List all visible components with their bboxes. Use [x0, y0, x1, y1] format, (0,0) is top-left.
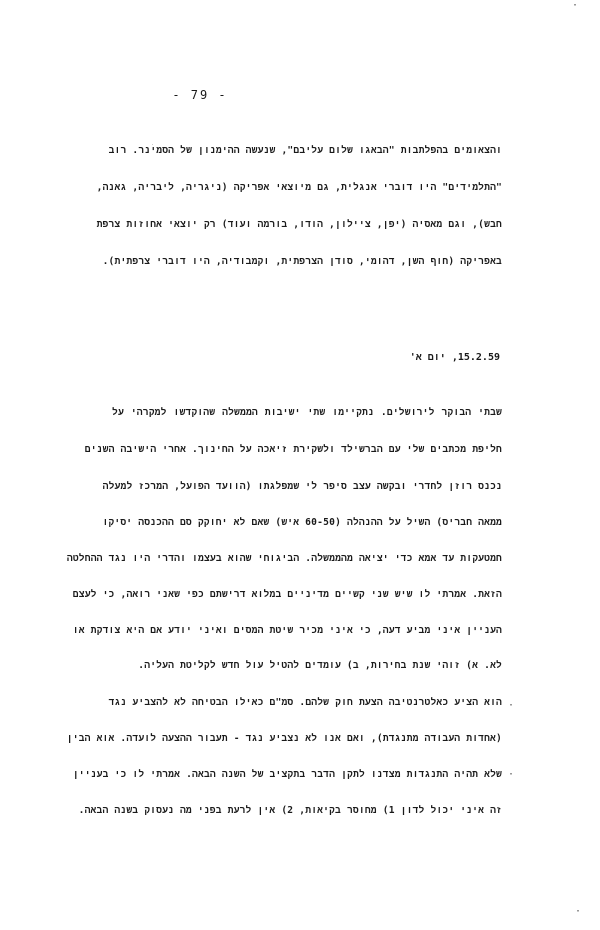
text-line: חבש), וגם מאסיה (יפן, ציילון, הודו, בורמה ועוד) רק יוצאי אחוזות צרפת	[96, 219, 502, 230]
text-line: שבתי הבוקר לירושלים. נתקיימו שתי ישיבות הממשלה שהוקדשו למקרהי על	[112, 407, 502, 418]
text-line: לא. א) זוהי שנת בחירות, ב) עומדים להטיל עול חדש לקליטת העליה.	[138, 660, 502, 671]
text-line: חליפת מכתבים שלי עם הברשילד ולשקירת זיאכה על החינוך. אחרי הישיבה השנים	[84, 444, 502, 455]
margin-mark: ·	[508, 769, 515, 780]
text-line: באפריקה (חוף השן, דהומי, סודן הצרפתית, וקמבודיה, היו דוברי צרפתית).	[102, 256, 502, 267]
text-line: הזאת. אמרתי לו שיש שני קשיים מדיניים במלוא דרישתם כפי שאני רואה, כי לעצם	[72, 589, 502, 600]
text-line: ממאה חבריס) השיל על ההנהלה (60-50 איש) שאם לא יחוקק סם ההכנסה יסיקו	[102, 517, 502, 528]
margin-mark: ·	[508, 700, 515, 711]
page-number: - 79 -	[172, 88, 228, 102]
text-line: "התלמידים" היו דוברי אנגלית, גם מיוצאי אפריקה (ניגריה, ליבריה, גאנה,	[96, 182, 502, 193]
text-line: והצאומים בהפלתבות "הבאגו שלום עליבם", שנעשה ההימנון של הסמינר. רוב	[108, 145, 502, 156]
text-line: נכנס רוזן לחדרי ובקשה עצב סיפר לי שמפלגתו (הוועד הפועל, המרכז למעלה	[102, 481, 502, 492]
text-line: העניין איני מביע דעה, כי איני מכיר שיטת המסים ואיני יודע אם היא צודקת או	[72, 625, 502, 636]
margin-mark: ·	[575, 906, 582, 917]
text-line: הוא הציע כאלטרנטיבה הצעת חוק שלהם. סמ"ם כאילו הבטיחה לא להצביע נגד	[108, 697, 502, 708]
text-line: (אחדות העבודה מתנגדת), ואם אנו לא נצביע נגד - תעבור ההצעה לועדה. אוא הבין	[66, 733, 502, 744]
date-heading: 15.2.59, יום א'	[409, 352, 500, 363]
margin-mark: ·	[572, 0, 579, 11]
text-line: זה איני יכול לדון 1) מחוסר בקיאות, 2) אין לרעת בפני מה נעסוק בשנה הבאה.	[78, 805, 502, 816]
text-line: שלא תהיה התנגדות מצדנו לתקן הדבר בתקציב של השנה הבאה. אמרתי לו כי בעניין	[72, 769, 502, 780]
text-line: חמטעקות עד אמא כדי יציאה מהממשלה. הביגוחי שהוא בעצמו והדרי היו נגד ההחלטה	[66, 553, 502, 564]
